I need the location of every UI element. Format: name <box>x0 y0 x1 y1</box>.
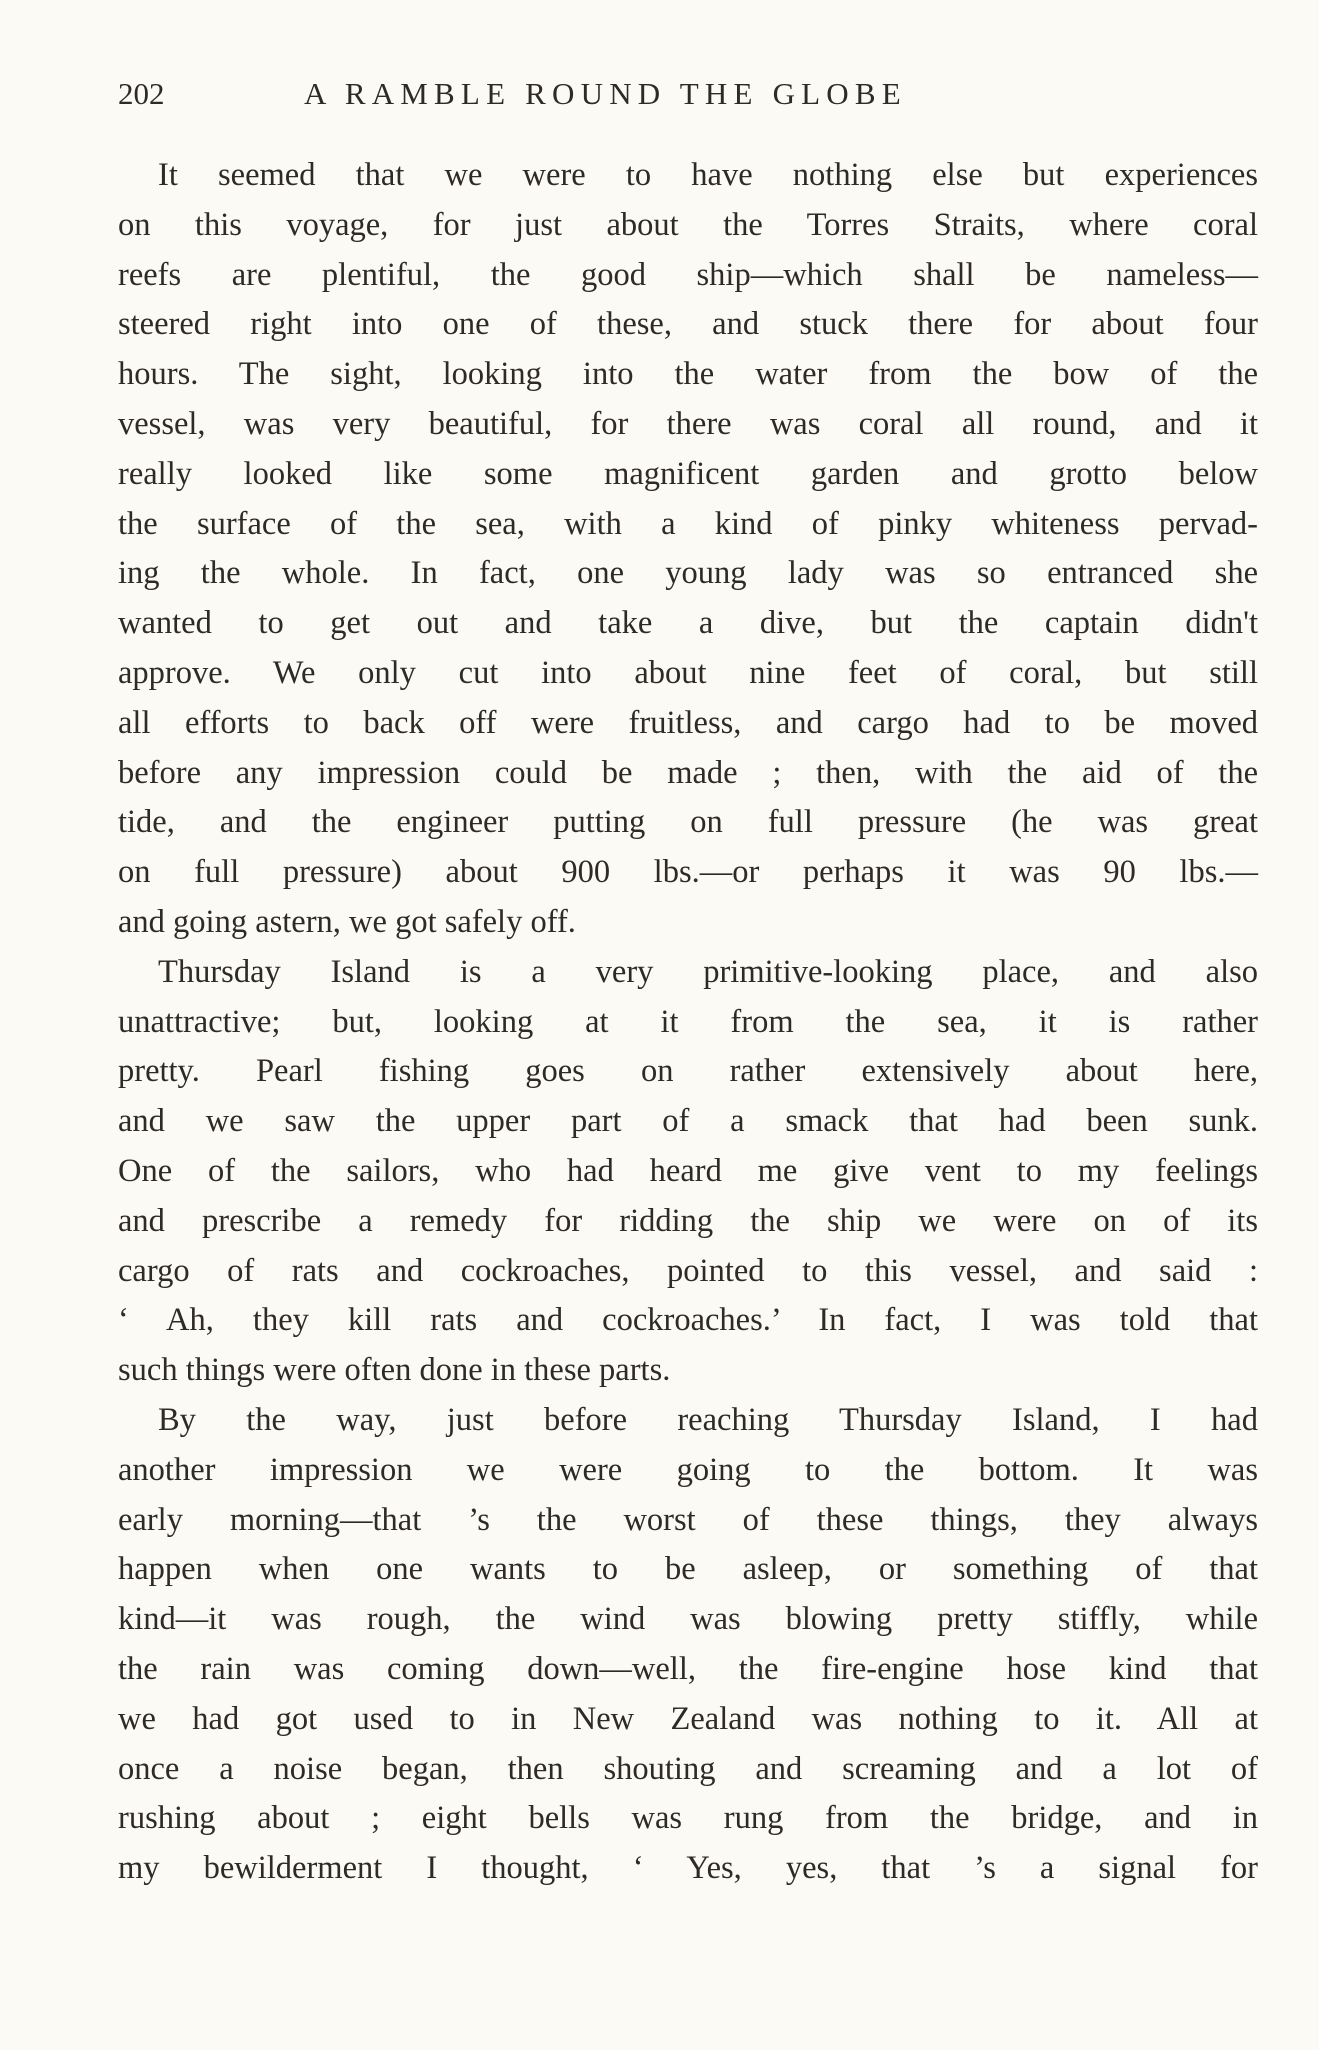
text-line: all efforts to back off were fruitless, and cargo had to be moved <box>118 704 1258 741</box>
text-line: the surface of the sea, with a kind of pinky whiteness pervad- <box>118 505 1258 542</box>
text-line: vessel, was very beautiful, for there was coral all round, and it <box>118 405 1258 442</box>
text-line: and going astern, we got safely off. <box>118 903 576 940</box>
text-line: really looked like some magnificent garden and grotto below <box>118 455 1258 492</box>
text-line: tide, and the engineer putting on full pressure (he was great <box>118 804 1258 841</box>
text-line: ing the whole. In fact, one young lady was so entranced she <box>118 555 1258 592</box>
text-line: By the way, just before reaching Thursday Island, I had <box>158 1401 1258 1438</box>
text-line: we had got used to in New Zealand was nothing to it. All at <box>118 1700 1258 1737</box>
text-line: such things were often done in these parts. <box>118 1352 671 1389</box>
page-number: 202 <box>118 76 165 111</box>
text-line: before any impression could be made ; then, with the aid of the <box>118 754 1258 791</box>
text-line: Thursday Island is a very primitive-looking place, and also <box>158 953 1258 990</box>
text-line: on full pressure) about 900 lbs.—or perhaps it was 90 lbs.— <box>118 854 1258 891</box>
text-line: on this voyage, for just about the Torres Straits, where coral <box>118 206 1258 243</box>
text-line: One of the sailors, who had heard me give vent to my feelings <box>118 1152 1258 1189</box>
text-line: rushing about ; eight bells was rung from the bridge, and in <box>118 1800 1258 1837</box>
text-line: and we saw the upper part of a smack that had been sunk. <box>118 1103 1258 1140</box>
text-line: the rain was coming down—well, the fire-engine hose kind that <box>118 1650 1258 1687</box>
text-line: early morning—that ’s the worst of these things, they always <box>118 1501 1258 1538</box>
text-line: approve. We only cut into about nine feet of coral, but still <box>118 654 1258 691</box>
text-line: It seemed that we were to have nothing else but experiences <box>158 157 1258 193</box>
text-line: hours. The sight, looking into the water from the bow of the <box>118 356 1258 393</box>
text-line: reefs are plentiful, the good ship—which shall be nameless— <box>118 256 1258 293</box>
text-line: happen when one wants to be asleep, or something of that <box>118 1551 1258 1588</box>
text-line: ‘ Ah, they kill rats and cockroaches.’ In fact, I was told that <box>118 1302 1258 1339</box>
text-line: steered right into one of these, and stuck there for about four <box>118 306 1258 343</box>
text-line: wanted to get out and take a dive, but the captain didn't <box>118 605 1258 642</box>
text-line: another impression we were going to the bottom. It was <box>118 1451 1258 1488</box>
text-line: my bewilderment I thought, ‘ Yes, yes, that ’s a signal for <box>118 1850 1258 1887</box>
body-text <box>118 151 1258 1894</box>
text-line: unattractive; but, looking at it from the sea, it is rather <box>118 1003 1258 1040</box>
text-line: once a noise began, then shouting and screaming and a lot of <box>118 1750 1258 1787</box>
text-line: pretty. Pearl fishing goes on rather extensively about here, <box>118 1053 1258 1090</box>
text-line: kind—it was rough, the wind was blowing pretty stiffly, while <box>118 1601 1258 1638</box>
text-line: cargo of rats and cockroaches, pointed to this vessel, and said : <box>118 1252 1258 1289</box>
page-header <box>118 76 1258 116</box>
text-line: and prescribe a remedy for ridding the ship we were on of its <box>118 1202 1258 1239</box>
running-title: A RAMBLE ROUND THE GLOBE <box>304 76 907 111</box>
